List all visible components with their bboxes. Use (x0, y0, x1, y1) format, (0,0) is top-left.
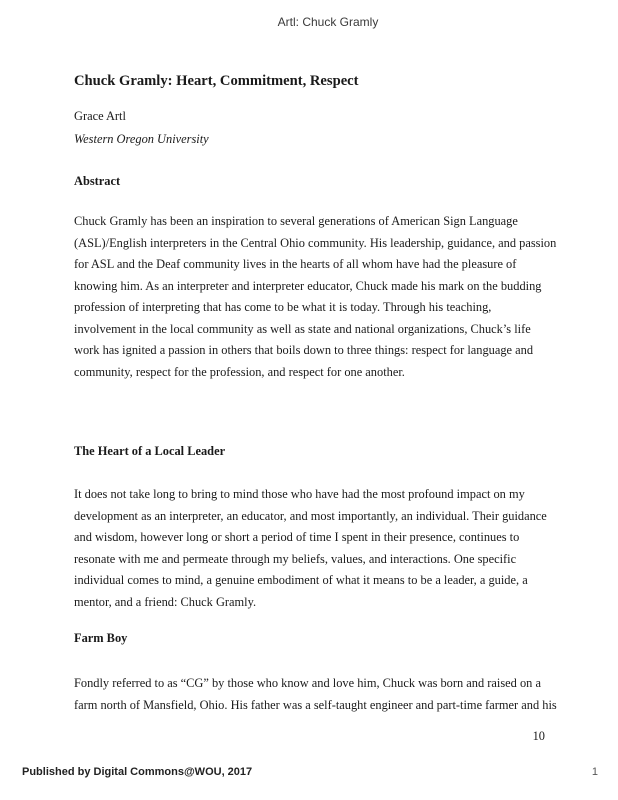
abstract-text-line: involvement in the local community as well as state and national organizations, Chuck’s life (74, 321, 531, 336)
running-head: Artl: Chuck Gramly (277, 15, 379, 29)
abstract-text-line: knowing him. As an interpreter and interpreter educator, Chuck made his mark on the budding (74, 278, 542, 293)
author-name: Grace Artl (74, 109, 126, 123)
abstract-text-line: Chuck Gramly has been an inspiration to several generations of American Sign Language (74, 214, 518, 228)
abstract-text-line: (ASL)/English interpreters in the Central Ohio community. His leadership, guidance, and passion (74, 235, 557, 250)
body-text-line: and wisdom, however long or short a period of time I spent in their presence, continues to (74, 530, 520, 544)
body-text-line: farm north of Mansfield, Ohio. His father was a self-taught engineer and part-time farmer and his (74, 697, 557, 712)
body-text-line: Fondly referred to as “CG” by those who know and love him, Chuck was born and raised on a (74, 676, 541, 690)
body-text-line: It does not take long to bring to mind those who have had the most profound impact on my (74, 487, 525, 501)
abstract-paragraph (74, 211, 556, 383)
section-heading-farm: Farm Boy (74, 631, 128, 645)
page-number: 10 (532, 729, 545, 743)
article-title: Chuck Gramly: Heart, Commitment, Respect (74, 73, 359, 89)
section-farm-paragraph (74, 673, 557, 716)
section-heading-heart: The Heart of a Local Leader (74, 444, 226, 458)
body-text-line: resonate with me and permeate through my beliefs, values, and interactions. One specific (74, 551, 517, 566)
abstract-text-line: work has ignited a passion in others that boils down to three things: respect for language and (74, 343, 534, 357)
body-text-line: mentor, and a friend: Chuck Gramly. (74, 594, 257, 609)
author-affiliation: Western Oregon University (74, 132, 209, 146)
publisher-note: Published by Digital Commons@WOU, 2017 (22, 766, 253, 778)
abstract-text-line: community, respect for the profession, and respect for one another. (74, 364, 405, 379)
section-heart-paragraph (74, 484, 547, 613)
body-text-line: individual comes to mind, a genuine embodiment of what it means to be a leader, a guide, a (74, 573, 528, 587)
abstract-text-line: profession of interpreting that has come to be what it is today. Through his teaching, (74, 300, 492, 314)
footer-page-number: 1 (591, 766, 598, 778)
abstract-text-line: for ASL and the Deaf community lives in the hearts of all whom have had the pleasure of (74, 257, 517, 271)
body-text-line: development as an interpreter, an educator, and most importantly, an individual. Their guidance (74, 508, 547, 523)
abstract-heading: Abstract (74, 174, 121, 188)
